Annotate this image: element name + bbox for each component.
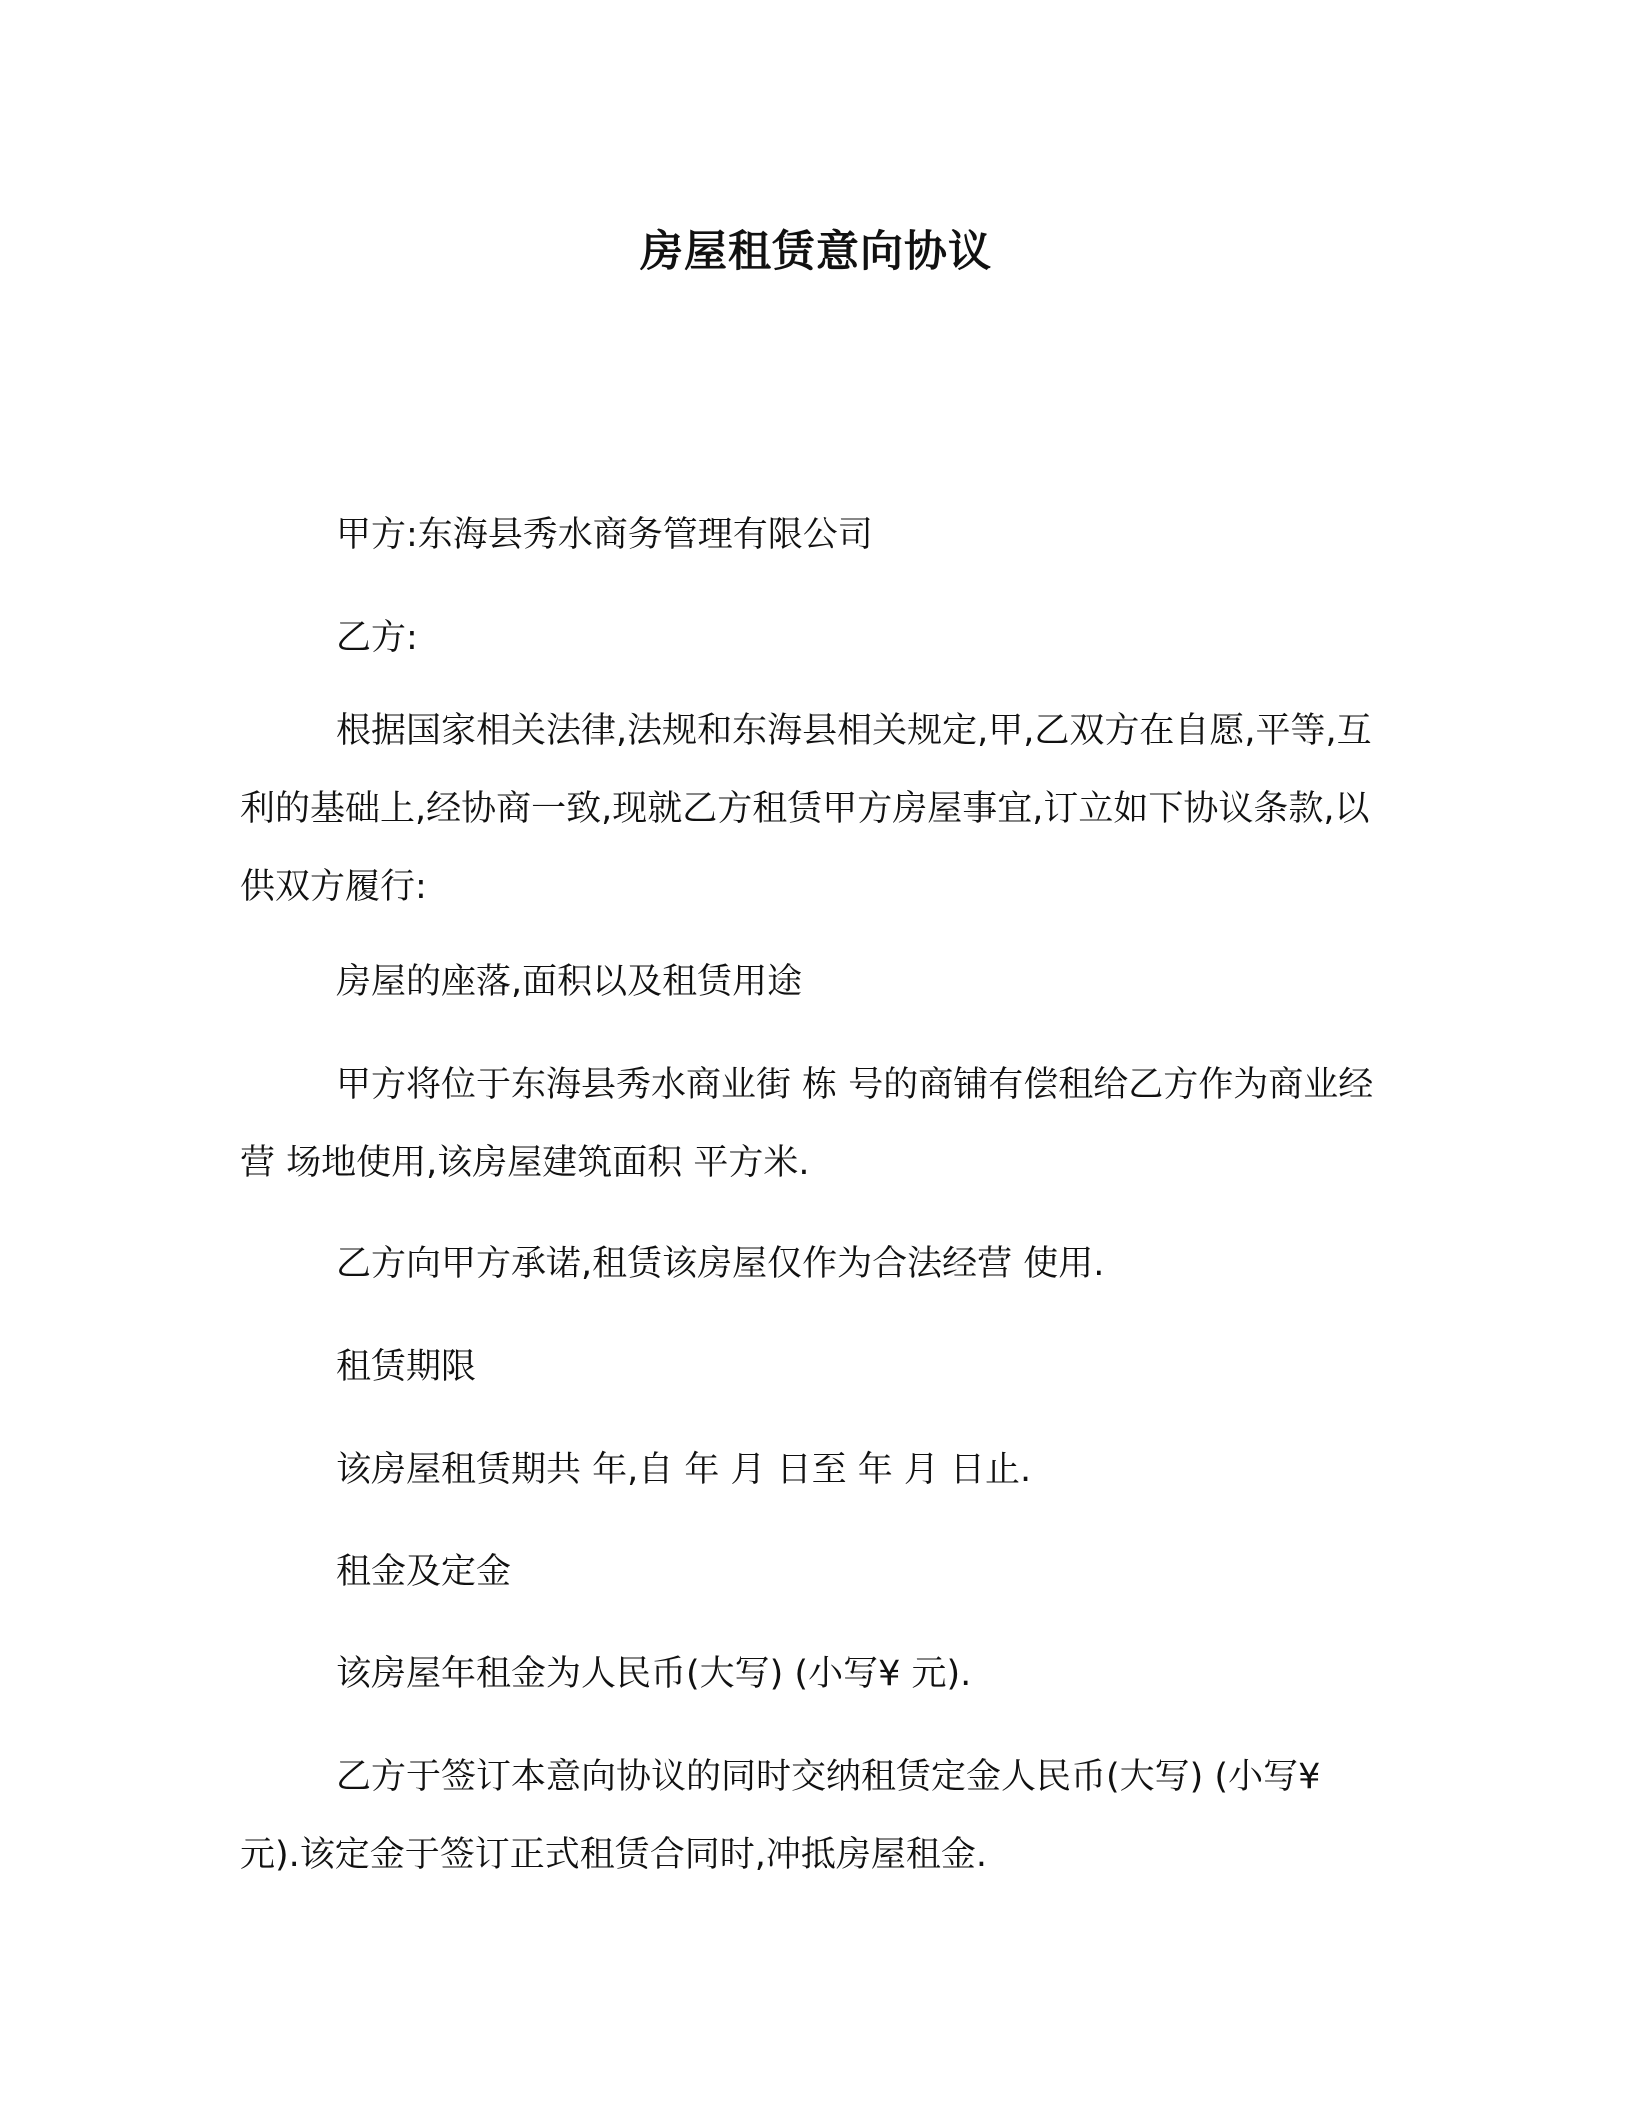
location-paragraph: 甲方将位于东海县秀水商业街 栋 号的商铺有偿租给乙方作为商业经营 场地使用,该房屋建筑面积 平方米. <box>240 1065 1374 1183</box>
section-heading-rent: 租金及定金 <box>336 1552 512 1592</box>
rent-paragraph: 该房屋年租金为人民币(大写) (小写¥ 元). <box>336 1654 972 1694</box>
deposit-paragraph: 乙方于签订本意向协议的同时交纳租赁定金人民币(大写) (小写¥ 元).该定金于签订正式租赁合同时,冲抵房屋租金. <box>240 1757 1321 1875</box>
document-title: 房屋租赁意向协议 <box>640 227 992 277</box>
party-b-line: 乙方: <box>336 618 418 658</box>
preamble-paragraph: 根据国家相关法律,法规和东海县相关规定,甲,乙双方在自愿,平等,互利的基础上,经协商一致,现就乙方租赁甲方房屋事宜,订立如下协议条款,以供双方履行: <box>240 711 1372 907</box>
section-heading-location: 房屋的座落,面积以及租赁用途 <box>336 962 803 1002</box>
section-heading-term: 租赁期限 <box>336 1347 477 1387</box>
term-paragraph: 该房屋租赁期共 年,自 年 月 日至 年 月 日止. <box>336 1450 1032 1490</box>
usage-paragraph: 乙方向甲方承诺,租赁该房屋仅作为合法经营 使用. <box>336 1244 1105 1284</box>
party-a-line: 甲方:东海县秀水商务管理有限公司 <box>336 515 873 555</box>
